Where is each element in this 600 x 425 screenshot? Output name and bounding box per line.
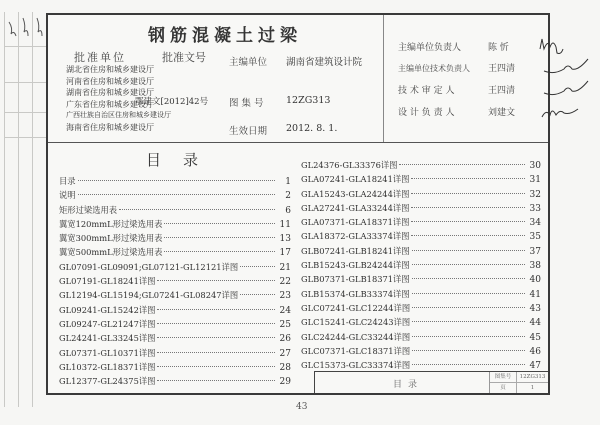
toc-item-label: GLA27241-GLA33244详图 [301, 202, 410, 213]
toc-item-page: 23 [279, 291, 291, 302]
signature-role: 主编单位技术负责人 [398, 64, 470, 73]
toc-item-page: 33 [529, 203, 541, 214]
document-title: 钢筋混凝土过梁 [148, 26, 302, 46]
signature-marks-icon [6, 14, 46, 44]
leader-dots [164, 251, 275, 252]
toc-item-label: GL09247-GL21247详图 [59, 318, 156, 329]
leader-dots [164, 237, 275, 238]
signature-role: 主编单位负责人 [398, 43, 462, 53]
toc-item-label: GL24376-GL33376详图 [301, 160, 398, 170]
toc-item[interactable] [59, 304, 291, 318]
toc-item-page: 26 [279, 334, 291, 345]
effective-date-value: 2012. 8. 1. [286, 123, 338, 134]
toc-item-page: 30 [529, 161, 541, 171]
toc-item-page: 2 [285, 191, 291, 202]
leader-dots [411, 193, 525, 194]
toc-item-page: 22 [279, 277, 291, 288]
toc-item[interactable] [301, 316, 541, 330]
toc-item[interactable] [301, 202, 541, 216]
signature-row [398, 105, 538, 118]
toc-item[interactable] [59, 289, 291, 303]
signature-name: 王四清 [488, 86, 516, 96]
header-column-divider [383, 15, 384, 142]
effective-date-label: 生效日期 [229, 126, 268, 137]
toc-item[interactable] [59, 218, 291, 232]
page-label: 页 [490, 383, 517, 393]
toc-item-label: GLA07241-GLA18241详图 [301, 174, 410, 185]
toc-item-page: 37 [529, 246, 541, 257]
toc-item[interactable] [59, 361, 291, 375]
approval-unit: 海南省住房和城乡建设厅 [66, 122, 154, 132]
toc-item-page: 32 [529, 189, 541, 200]
leader-dots [157, 366, 275, 367]
toc-item-label: GL09241-GL15242详图 [59, 304, 156, 315]
atlas-no-label: 图 集 号 [229, 98, 264, 109]
toc-item-page: 38 [529, 261, 541, 272]
leader-dots [119, 209, 275, 210]
toc-item-page: 17 [279, 248, 291, 259]
toc-item-label: GL07091-GL09091;GL07121-GL12121详图 [59, 261, 239, 272]
leader-dots [164, 223, 275, 224]
leader-dots [157, 323, 275, 324]
leader-dots [157, 380, 275, 381]
header-divider [48, 142, 548, 143]
toc-item-page: 46 [529, 346, 541, 357]
atlas-no-label: 图集号 [490, 372, 517, 382]
toc-item-label: GL12194-GL15194;GL07241-GL08247详图 [59, 290, 239, 301]
signature-row [398, 40, 538, 53]
toc-item-page: 47 [529, 361, 541, 372]
toc-item[interactable] [59, 232, 291, 246]
signature-role: 设 计 负 责 人 [398, 108, 455, 118]
toc-item-label: GLC24244-GLC33244详图 [301, 331, 411, 342]
strip-line [4, 137, 46, 138]
toc-item[interactable] [59, 347, 291, 361]
toc-item-page: 27 [279, 348, 291, 359]
toc-item[interactable] [301, 345, 541, 359]
signature-row [398, 61, 538, 74]
toc-item-page: 44 [529, 318, 541, 329]
strip-line [32, 12, 33, 407]
toc-item[interactable] [301, 159, 541, 173]
leader-dots [157, 309, 275, 310]
toc-item[interactable] [301, 288, 541, 302]
signature-name: 王四清 [488, 64, 516, 74]
leader-dots [412, 264, 525, 265]
strip-line [4, 82, 46, 83]
toc-item-page: 28 [279, 362, 291, 373]
toc-item[interactable] [301, 273, 541, 287]
approval-doc-header: 批准文号 [162, 51, 206, 64]
toc-item-label: GLC15373-GLC33374详图 [301, 360, 411, 371]
atlas-no-value: 12ZG313 [519, 374, 546, 380]
toc-item[interactable] [59, 275, 291, 289]
toc-item-label: 目录 [59, 176, 76, 186]
leader-dots [157, 352, 275, 353]
toc-item[interactable] [59, 318, 291, 332]
toc-title: 目录 [146, 151, 221, 169]
toc-item-label: GL07371-GL10371详图 [59, 347, 156, 358]
toc-item-page: 11 [279, 219, 291, 230]
signature-role: 技 术 审 定 人 [398, 86, 455, 96]
toc-item-label: GLA15243-GLA24244详图 [301, 188, 410, 199]
leader-dots [412, 336, 525, 337]
toc-item[interactable] [59, 246, 291, 260]
toc-item[interactable] [59, 261, 291, 275]
title-block-title: 目录 [393, 380, 424, 390]
leader-dots [412, 350, 525, 351]
toc-item-page: 25 [279, 319, 291, 330]
signature-name: 陈 忻 [488, 43, 509, 53]
toc-item[interactable] [59, 204, 291, 218]
toc-item-page: 35 [529, 232, 541, 243]
leader-dots [412, 321, 525, 322]
signature-row [398, 83, 538, 96]
toc-item-label: GLB07241-GLB18241详图 [301, 245, 410, 256]
toc-item[interactable] [59, 189, 291, 203]
page-number: 43 [296, 402, 308, 412]
toc-item[interactable] [301, 188, 541, 202]
toc-item-label: 翼宽300mmL形过梁选用表 [59, 233, 163, 244]
toc-left-column [59, 175, 291, 389]
toc-item-page: 21 [279, 262, 291, 273]
strip-line [18, 12, 19, 407]
leader-dots [412, 364, 525, 365]
leader-dots [412, 293, 525, 294]
leader-dots [399, 164, 525, 165]
leader-dots [411, 207, 525, 208]
leader-dots [157, 280, 275, 281]
strip-line [4, 112, 46, 113]
toc-item[interactable] [301, 302, 541, 316]
toc-item-label: GLB07371-GLB18371详图 [301, 274, 410, 285]
toc-item-page: 29 [279, 377, 291, 388]
toc-item[interactable] [301, 173, 541, 187]
toc-item-label: GLC15241-GLC24243详图 [301, 317, 411, 328]
toc-item-page: 6 [285, 205, 291, 216]
toc-item[interactable] [59, 332, 291, 346]
toc-item-page: 1 [285, 177, 291, 187]
toc-item-page: 13 [279, 234, 291, 245]
toc-right-column [301, 159, 541, 373]
toc-item-page: 40 [529, 275, 541, 286]
toc-item-label: GL12377-GL24375详图 [59, 376, 156, 387]
toc-item-label: GLC07371-GLC18371详图 [301, 345, 411, 356]
toc-item-label: GLA07371-GLA18371详图 [301, 217, 410, 228]
toc-item[interactable] [301, 230, 541, 244]
leader-dots [78, 194, 275, 195]
strip-line [4, 12, 5, 407]
drawing-frame [46, 13, 550, 395]
toc-item-page: 24 [279, 305, 291, 316]
toc-item-label: 翼宽500mmL形过梁选用表 [59, 247, 163, 258]
toc-item-label: 翼宽120mmL形过梁选用表 [59, 218, 163, 229]
strip-line [4, 46, 46, 47]
title-block-grid [489, 372, 548, 393]
approval-doc-number: 鄂建文[2012]42号 [135, 97, 209, 107]
signature-name: 刘建文 [488, 108, 516, 118]
leader-dots [412, 250, 525, 251]
toc-item-page: 43 [529, 303, 541, 314]
approval-unit: 广东省住房和城乡建设厅 [66, 99, 154, 109]
binding-strip [4, 12, 46, 407]
toc-item-label: GLB15374-GLB33374详图 [301, 288, 410, 299]
leader-dots [157, 337, 275, 338]
approval-unit-header: 批准单位 [74, 51, 126, 64]
toc-item-label: 矩形过梁选用表 [59, 204, 118, 215]
toc-item-page: 34 [529, 218, 541, 229]
toc-item-label: GL24241-GL33245详图 [59, 333, 156, 344]
approval-unit: 广西壮族自治区住房和城乡建设厅 [66, 111, 171, 119]
toc-item-label: GLC07241-GLC12244详图 [301, 302, 411, 313]
leader-dots [411, 235, 525, 236]
approval-unit: 湖北省住房和城乡建设厅 [66, 65, 154, 74]
leader-dots [240, 266, 275, 267]
toc-item[interactable] [301, 331, 541, 345]
editor-unit-value: 湖南省建筑设计院 [286, 57, 363, 68]
toc-item-label: GLB15243-GLB24244详图 [301, 260, 410, 271]
toc-item[interactable] [301, 245, 541, 259]
title-block [314, 371, 548, 393]
handwritten-signatures-icon [536, 27, 596, 127]
toc-item[interactable] [59, 175, 291, 189]
leader-dots [412, 307, 525, 308]
leader-dots [412, 278, 525, 279]
leader-dots [411, 178, 525, 179]
leader-dots [240, 294, 275, 295]
toc-item[interactable] [301, 216, 541, 230]
editor-unit-label: 主编单位 [229, 57, 268, 68]
leader-dots [78, 180, 275, 181]
leader-dots [411, 221, 525, 222]
toc-item-label: GL07191-GL18241详图 [59, 276, 156, 287]
atlas-no-value: 12ZG313 [286, 95, 331, 106]
approval-unit: 湖南省住房和城乡建设厅 [66, 88, 154, 97]
toc-item-label: GLA18372-GLA33374详图 [301, 231, 410, 242]
toc-item-page: 31 [529, 175, 541, 186]
toc-item-page: 41 [529, 289, 541, 300]
toc-item[interactable] [301, 259, 541, 273]
toc-item[interactable] [59, 375, 291, 389]
toc-item-page: 45 [529, 332, 541, 343]
approval-unit: 河南省住房和城乡建设厅 [66, 76, 154, 86]
page-value: 1 [530, 385, 535, 391]
toc-item-label: GL10372-GL18371详图 [59, 361, 156, 372]
toc-item-label: 说明 [59, 190, 76, 201]
